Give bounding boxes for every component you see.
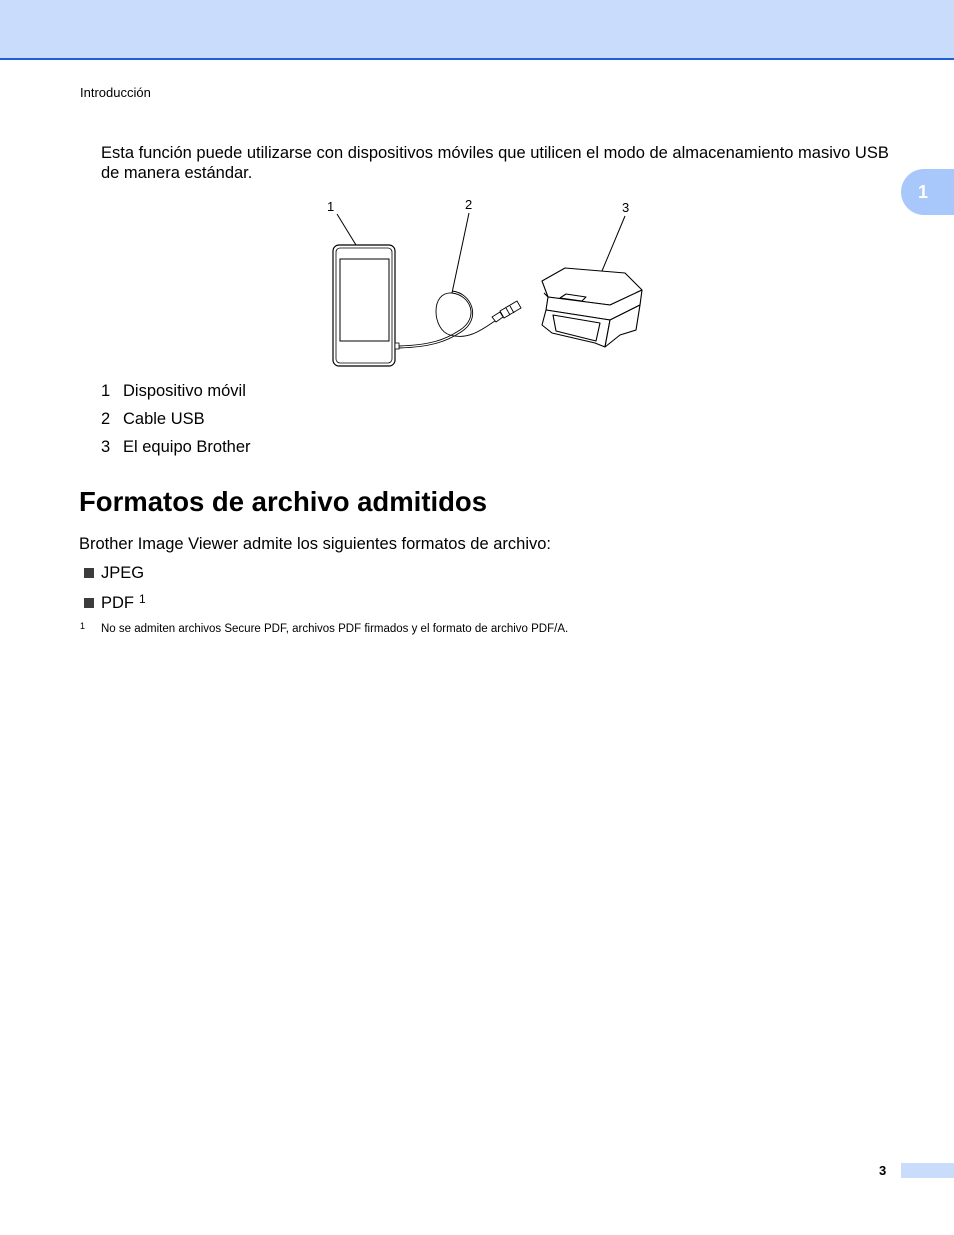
usb-cable-drawing (399, 291, 521, 348)
page-number: 3 (879, 1163, 887, 1178)
page-header-band (0, 0, 954, 60)
brother-machine-drawing (542, 268, 642, 347)
list-item (84, 593, 146, 623)
format-label: PDF (101, 594, 134, 612)
footer-bar (901, 1163, 954, 1178)
callout-text: Cable USB (123, 410, 205, 428)
format-list (84, 563, 146, 623)
callout-2-label: 2 (465, 197, 473, 212)
callout-3-label: 3 (622, 200, 630, 215)
square-bullet-icon (84, 568, 94, 578)
intro-paragraph: Esta función puede utilizarse con dispositivos móviles que utilicen el modo de almacenamiento masivo USB de manera estándar. (101, 144, 889, 182)
list-item (101, 381, 251, 409)
footnote-reference-link[interactable]: 1 (139, 592, 146, 606)
callout-number: 2 (101, 410, 111, 428)
callout-2-leader (452, 213, 469, 293)
callout-number: 1 (101, 382, 111, 400)
list-item (84, 563, 146, 593)
callout-legend (101, 381, 251, 465)
callout-1-label: 1 (327, 199, 335, 214)
callout-number: 3 (101, 438, 111, 456)
chapter-tab-number: 1 (918, 181, 929, 202)
format-label: JPEG (101, 564, 145, 582)
callout-text: Dispositivo móvil (123, 382, 246, 400)
section-lead: Brother Image Viewer admite los siguientes formatos de archivo: (79, 535, 552, 553)
callout-text: El equipo Brother (123, 438, 251, 456)
square-bullet-icon (84, 598, 94, 608)
section-title: Formatos de archivo admitidos (79, 486, 488, 517)
callout-1-leader (337, 214, 356, 245)
footnote-mark: 1 (80, 621, 86, 631)
callout-3-leader (602, 216, 625, 271)
list-item (101, 437, 251, 465)
footnote-text: No se admiten archivos Secure PDF, archivos PDF firmados y el formato de archivo PDF/A. (101, 623, 569, 635)
list-item (101, 409, 251, 437)
mobile-device-drawing (333, 245, 399, 366)
chapter-tab[interactable] (901, 169, 954, 215)
connection-illustration (320, 195, 650, 370)
running-header: Introducción (80, 85, 151, 100)
